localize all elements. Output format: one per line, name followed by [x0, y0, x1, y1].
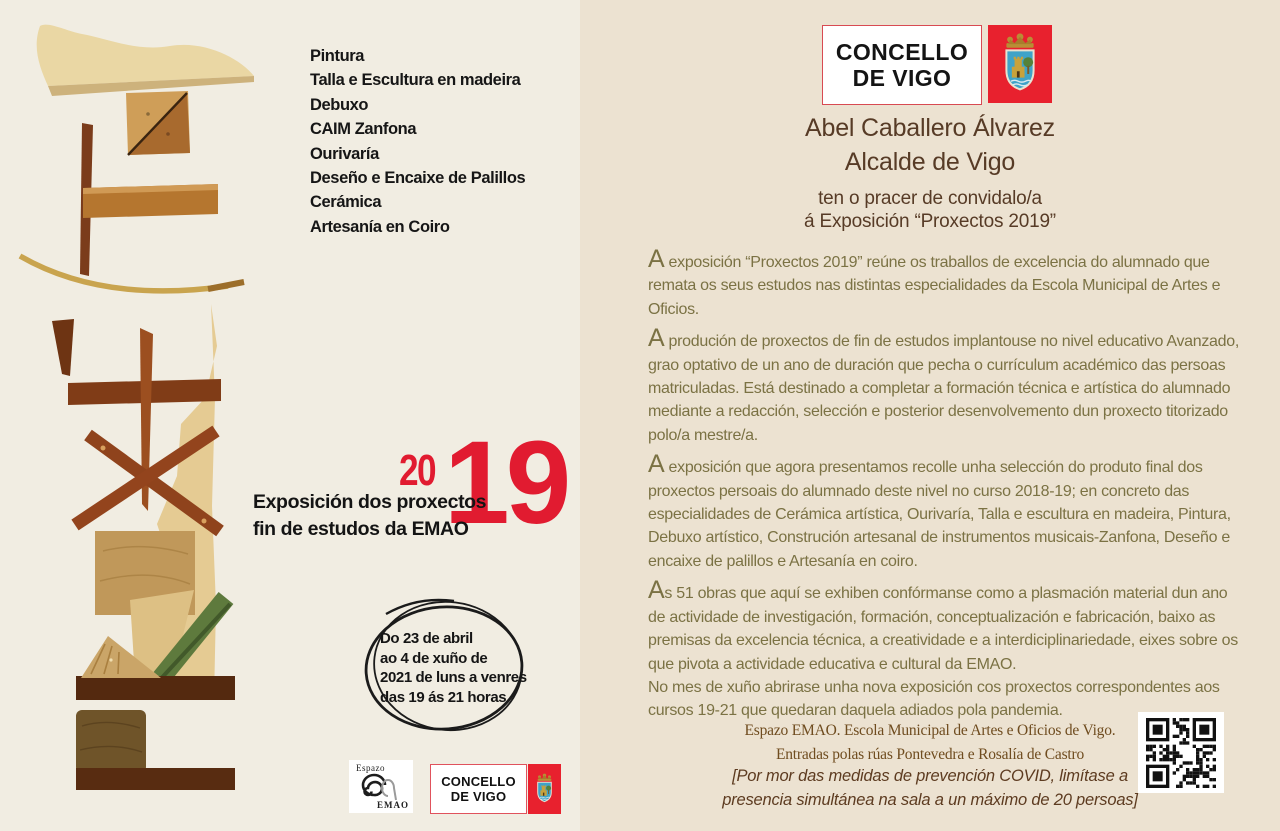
- invite-line1: ten o pracer de convidalo/a: [818, 188, 1042, 209]
- discipline-item: Deseño e Encaixe de Palillos: [310, 169, 526, 188]
- qr-code-icon: [1146, 718, 1216, 788]
- concello-large-line2: DE VIGO: [852, 65, 952, 91]
- exhibition-dates: [380, 629, 527, 707]
- paragraph-1: A exposición “Proxectos 2019” reúne os traballos de excelencia do alumnado que remata os seus estudos nas distintas especialidades da Escola Municipal de Artes e Oficios.: [648, 245, 1221, 318]
- expo-title-line2: fin de estudos da EMAO: [253, 518, 469, 540]
- vigo-coat-of-arms-small: [528, 764, 561, 814]
- venue-line1: Espazo EMAO. Escola Municipal de Artes e Oficios de Vigo.: [744, 722, 1116, 739]
- covid-line2: presencia simultánea na sala a un máximo de 20 persoas]: [722, 790, 1138, 809]
- paragraph-5: No mes de xuño abrirase unha nova exposición cos proxectos correspondentes aos cursos 19-21 que quedaran daquela adiados pola pandemia.: [648, 678, 1220, 720]
- dates-line3: 2021 de luns a venres: [380, 669, 527, 687]
- espazo-emao-logo-top-label: Espazo: [356, 763, 385, 773]
- concello-small-line1: CONCELLO: [441, 774, 516, 789]
- vigo-coat-of-arms-large: [988, 25, 1052, 103]
- paragraph-2: A produción de proxectos de fin de estudos implantouse no nivel educativo Avanzado, grao optativo de un ano de duración que pecha o currículum académico das persoas matriculadas. Está destinado a completar a formación técnica e artística do alumnado mediante a redacción, selección e posterior desenvolvemento dun proxecto titorizado polo/a mestre/a.: [648, 324, 1239, 444]
- body-text: [648, 245, 1244, 732]
- wood-sculpture-artwork: [8, 6, 284, 826]
- coat-of-arms-icon: [991, 28, 1049, 100]
- discipline-item: Debuxo: [310, 95, 369, 114]
- espazo-emao-logo-bottom-label: EMAO: [377, 800, 409, 810]
- qr-code: [1138, 712, 1224, 793]
- dates-line1: Do 23 de abril: [380, 630, 473, 647]
- dates-line2: ao 4 de xuño de: [380, 649, 488, 667]
- discipline-item: Pintura: [310, 47, 365, 65]
- paragraph-4: As 51 obras que aquí se exhiben confórmanse como a plasmación material dun ano de actividade de investigación, formación, conceptualización e fabricación, baixo as premisas da excelencia técnica, a creatividade e a interdiciplinariedade, eixes sobre os que pivota a actividade educativa e cultural da EMAO.: [648, 576, 1238, 673]
- invite-line2: á Exposición “Proxectos 2019”: [804, 211, 1056, 232]
- concello-small-line2: DE VIGO: [450, 789, 507, 804]
- expo-title-line1: Exposición dos proxectos: [253, 491, 487, 513]
- discipline-item: Talla e Escultura en madeira: [310, 71, 521, 90]
- mayor-title: Alcalde de Vigo: [844, 148, 1016, 176]
- concello-large-line1: CONCELLO: [835, 39, 969, 65]
- discipline-item: Artesanía en Coiro: [310, 217, 450, 236]
- year-suffix: 19: [444, 417, 568, 549]
- coat-of-arms-icon: [530, 769, 559, 809]
- dates-line4: das 19 ás 21 horas: [380, 688, 507, 706]
- expo-title: [253, 489, 486, 543]
- mayor-name: Abel Caballero Álvarez: [805, 114, 1055, 142]
- espazo-emao-logo: [349, 760, 413, 813]
- year-prefix: 20: [399, 446, 435, 495]
- concello-de-vigo-logo-small: [430, 764, 527, 814]
- discipline-item: Ourivaría: [310, 144, 379, 163]
- discipline-item: CAIM Zanfona: [310, 120, 417, 139]
- covid-line1: [Por mor das medidas de prevención COVID, limítase a: [732, 767, 1128, 785]
- disciplines-list: [310, 44, 525, 239]
- discipline-item: Cerámica: [310, 193, 382, 212]
- paragraph-3: A exposición que agora presentamos recolle unha selección do produto final dos proxectos persoais do alumnado deste nivel no curso 2018-19; en concreto das especialidades de Cerámica artística, Ourivaría, Talla e escultura en madeira, Pintura, Debuxo artístico, Construción artesanal de instrumentos musicais-Zanfona, Deseño e encaixe de palillos e Artesanía en coiro.: [648, 450, 1231, 570]
- concello-de-vigo-logo-large: [822, 25, 982, 105]
- venue-line2: Entradas polas rúas Pontevedra e Rosalía de Castro: [775, 745, 1085, 763]
